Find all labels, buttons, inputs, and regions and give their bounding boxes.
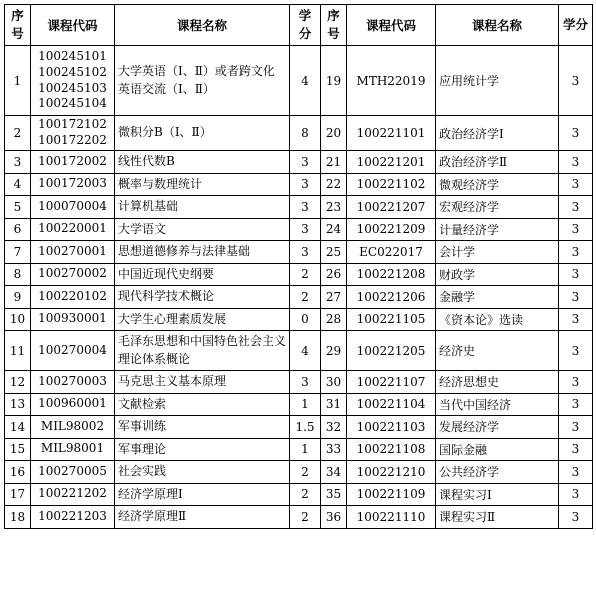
course-name-cell: 《资本论》选读 xyxy=(436,308,559,331)
course-code-cell: 100221209 xyxy=(347,218,436,241)
seq-cell: 31 xyxy=(321,393,347,416)
course-name-cell: 现代科学技术概论 xyxy=(115,286,290,309)
credit-cell: 0 xyxy=(290,308,321,331)
course-code-cell xyxy=(31,331,115,371)
course-name-cell: 毛泽东思想和中国特色社会主义理论体系概论 xyxy=(115,331,290,371)
course-name-cell: 社会实践 xyxy=(115,461,290,484)
table-row xyxy=(5,46,593,116)
table-row xyxy=(5,151,593,174)
course-code: 100270004 xyxy=(38,342,107,357)
course-code: 100245103 xyxy=(38,80,107,95)
course-code-cell: 100221103 xyxy=(347,416,436,439)
table-row xyxy=(5,331,593,371)
course-name-cell: 经济思想史 xyxy=(436,371,559,394)
course-name-cell: 经济学原理Ⅰ xyxy=(115,483,290,506)
header-row xyxy=(5,5,593,46)
course-code-cell: 100221206 xyxy=(347,286,436,309)
course-name-cell: 计算机基础 xyxy=(115,196,290,219)
course-code: MIL98002 xyxy=(40,418,105,433)
course-code-cell: MTH22019 xyxy=(347,46,436,116)
credit-cell: 3 xyxy=(559,506,593,529)
credit-cell: 3 xyxy=(290,218,321,241)
seq-cell: 29 xyxy=(321,331,347,371)
course-name-cell: 公共经济学 xyxy=(436,461,559,484)
credit-cell: 3 xyxy=(559,371,593,394)
course-name-cell: 政治经济学Ⅱ xyxy=(436,151,559,174)
credit-cell: 3 xyxy=(559,286,593,309)
course-code-cell xyxy=(31,173,115,196)
course-code-cell: 100221104 xyxy=(347,393,436,416)
seq-cell: 16 xyxy=(5,461,31,484)
credit-cell: 3 xyxy=(559,438,593,461)
credit-cell: 4 xyxy=(290,331,321,371)
course-code-cell xyxy=(31,371,115,394)
course-code-cell: 100221205 xyxy=(347,331,436,371)
course-code-cell xyxy=(31,116,115,151)
course-name-cell: 军事训练 xyxy=(115,416,290,439)
credit-cell: 3 xyxy=(559,393,593,416)
credit-cell: 3 xyxy=(290,196,321,219)
course-name-cell: 当代中国经济 xyxy=(436,393,559,416)
seq-cell: 34 xyxy=(321,461,347,484)
course-code-cell: 100221105 xyxy=(347,308,436,331)
credit-cell: 2 xyxy=(290,286,321,309)
course-name-cell: 财政学 xyxy=(436,263,559,286)
credit-cell: 2 xyxy=(290,461,321,484)
table-row xyxy=(5,196,593,219)
table-row xyxy=(5,438,593,461)
credit-cell: 3 xyxy=(559,483,593,506)
course-name-cell: 应用统计学 xyxy=(436,46,559,116)
credit-cell: 1 xyxy=(290,393,321,416)
seq-cell: 21 xyxy=(321,151,347,174)
table-row xyxy=(5,241,593,264)
table-row xyxy=(5,286,593,309)
seq-cell: 14 xyxy=(5,416,31,439)
course-code: 100070004 xyxy=(38,198,107,213)
course-code-cell: 100221207 xyxy=(347,196,436,219)
course-name-cell: 计量经济学 xyxy=(436,218,559,241)
header-name-left: 课程名称 xyxy=(115,5,290,46)
course-code-cell: 100221102 xyxy=(347,173,436,196)
table-row xyxy=(5,506,593,529)
course-code: 100245104 xyxy=(38,96,107,111)
course-code: 100270005 xyxy=(38,463,107,478)
seq-cell: 25 xyxy=(321,241,347,264)
credit-cell: 8 xyxy=(290,116,321,151)
course-name-cell: 中国近现代史纲要 xyxy=(115,263,290,286)
credit-cell: 3 xyxy=(559,173,593,196)
course-code-cell xyxy=(31,416,115,439)
course-code-cell xyxy=(31,393,115,416)
course-code: 100172002 xyxy=(38,153,107,168)
seq-cell: 30 xyxy=(321,371,347,394)
seq-cell: 24 xyxy=(321,218,347,241)
seq-cell: 11 xyxy=(5,331,31,371)
seq-cell: 27 xyxy=(321,286,347,309)
course-code: 100270002 xyxy=(38,266,107,281)
course-code-cell: 100221101 xyxy=(347,116,436,151)
header-credit-right: 学分 xyxy=(559,5,593,46)
course-code-cell xyxy=(31,218,115,241)
course-code-cell xyxy=(31,461,115,484)
course-name-cell: 经济学原理Ⅱ xyxy=(115,506,290,529)
course-code: 100172102 xyxy=(38,117,107,132)
table-row xyxy=(5,308,593,331)
course-code: MIL98001 xyxy=(40,441,105,456)
seq-cell: 4 xyxy=(5,173,31,196)
credit-cell: 3 xyxy=(559,196,593,219)
table-row xyxy=(5,416,593,439)
header-code-right: 课程代码 xyxy=(347,5,436,46)
course-code-cell: 100221210 xyxy=(347,461,436,484)
course-name-cell: 线性代数B xyxy=(115,151,290,174)
credit-cell: 3 xyxy=(290,241,321,264)
seq-cell: 18 xyxy=(5,506,31,529)
course-name-cell: 马克思主义基本原理 xyxy=(115,371,290,394)
course-code: 100245101 xyxy=(38,49,107,64)
credit-cell: 3 xyxy=(559,263,593,286)
seq-cell: 28 xyxy=(321,308,347,331)
course-code: 100172003 xyxy=(38,176,107,191)
course-code-cell xyxy=(31,151,115,174)
seq-cell: 19 xyxy=(321,46,347,116)
course-table-container xyxy=(4,4,593,529)
course-code-cell xyxy=(31,46,115,116)
course-name-cell: 大学英语（Ⅰ、Ⅱ）或者跨文化英语交流（Ⅰ、Ⅱ） xyxy=(115,46,290,116)
course-name-cell: 大学生心理素质发展 xyxy=(115,308,290,331)
course-name-cell: 课程实习Ⅰ xyxy=(436,483,559,506)
credit-cell: 3 xyxy=(559,116,593,151)
course-name-cell: 金融学 xyxy=(436,286,559,309)
seq-cell: 26 xyxy=(321,263,347,286)
course-code: 100221202 xyxy=(38,486,107,501)
seq-cell: 12 xyxy=(5,371,31,394)
course-name-cell: 政治经济学Ⅰ xyxy=(436,116,559,151)
seq-cell: 17 xyxy=(5,483,31,506)
course-code-cell xyxy=(31,506,115,529)
header-seq-left: 序号 xyxy=(5,5,31,46)
credit-cell: 3 xyxy=(559,46,593,116)
course-code-cell: 100221208 xyxy=(347,263,436,286)
table-row xyxy=(5,116,593,151)
header-seq-right: 序号 xyxy=(321,5,347,46)
course-code-cell: 100221201 xyxy=(347,151,436,174)
course-code-cell: EC022017 xyxy=(347,241,436,264)
seq-cell: 8 xyxy=(5,263,31,286)
course-code-cell: 100221109 xyxy=(347,483,436,506)
seq-cell: 33 xyxy=(321,438,347,461)
course-name-cell: 国际金融 xyxy=(436,438,559,461)
course-code-cell xyxy=(31,308,115,331)
course-name-cell: 思想道德修养与法律基础 xyxy=(115,241,290,264)
credit-cell: 3 xyxy=(559,218,593,241)
table-row xyxy=(5,461,593,484)
course-code: 100220001 xyxy=(38,221,107,236)
credit-cell: 2 xyxy=(290,506,321,529)
seq-cell: 35 xyxy=(321,483,347,506)
course-name-cell: 文献检索 xyxy=(115,393,290,416)
course-code-cell: 100221108 xyxy=(347,438,436,461)
course-name-cell: 经济史 xyxy=(436,331,559,371)
course-code: 100960001 xyxy=(38,396,107,411)
credit-cell: 1.5 xyxy=(290,416,321,439)
course-code-cell: 100221107 xyxy=(347,371,436,394)
seq-cell: 10 xyxy=(5,308,31,331)
course-code: 100930001 xyxy=(38,311,107,326)
header-credit-left: 学分 xyxy=(290,5,321,46)
credit-cell: 1 xyxy=(290,438,321,461)
course-name-cell: 大学语文 xyxy=(115,218,290,241)
seq-cell: 32 xyxy=(321,416,347,439)
course-code: 100270003 xyxy=(38,373,107,388)
credit-cell: 3 xyxy=(559,331,593,371)
credit-cell: 3 xyxy=(559,461,593,484)
seq-cell: 2 xyxy=(5,116,31,151)
course-table xyxy=(4,4,593,529)
seq-cell: 5 xyxy=(5,196,31,219)
credit-cell: 2 xyxy=(290,263,321,286)
credit-cell: 3 xyxy=(559,151,593,174)
course-name-cell: 概率与数理统计 xyxy=(115,173,290,196)
course-name-cell: 会计学 xyxy=(436,241,559,264)
seq-cell: 23 xyxy=(321,196,347,219)
credit-cell: 3 xyxy=(290,151,321,174)
credit-cell: 3 xyxy=(559,241,593,264)
seq-cell: 13 xyxy=(5,393,31,416)
course-name-cell: 微观经济学 xyxy=(436,173,559,196)
seq-cell: 15 xyxy=(5,438,31,461)
course-name-cell: 发展经济学 xyxy=(436,416,559,439)
seq-cell: 3 xyxy=(5,151,31,174)
credit-cell: 3 xyxy=(290,173,321,196)
course-code-cell: 100221110 xyxy=(347,506,436,529)
header-name-right: 课程名称 xyxy=(436,5,559,46)
course-name-cell: 军事理论 xyxy=(115,438,290,461)
header-code-left: 课程代码 xyxy=(31,5,115,46)
course-code-cell xyxy=(31,438,115,461)
table-row xyxy=(5,173,593,196)
table-row xyxy=(5,263,593,286)
seq-cell: 36 xyxy=(321,506,347,529)
course-code-cell xyxy=(31,483,115,506)
seq-cell: 20 xyxy=(321,116,347,151)
credit-cell: 2 xyxy=(290,483,321,506)
table-row xyxy=(5,371,593,394)
course-code: 100172202 xyxy=(38,133,107,147)
credit-cell: 3 xyxy=(290,371,321,394)
table-row xyxy=(5,393,593,416)
seq-cell: 22 xyxy=(321,173,347,196)
seq-cell: 1 xyxy=(5,46,31,116)
course-code: 100270001 xyxy=(38,243,107,258)
course-code: 100220102 xyxy=(38,288,107,303)
course-code-cell xyxy=(31,196,115,219)
seq-cell: 9 xyxy=(5,286,31,309)
seq-cell: 7 xyxy=(5,241,31,264)
course-name-cell: 宏观经济学 xyxy=(436,196,559,219)
table-row xyxy=(5,218,593,241)
course-code-cell xyxy=(31,241,115,264)
course-name-cell: 课程实习Ⅱ xyxy=(436,506,559,529)
table-row xyxy=(5,483,593,506)
table-body xyxy=(5,46,593,529)
course-code: 100245102 xyxy=(38,64,107,79)
seq-cell: 6 xyxy=(5,218,31,241)
credit-cell: 4 xyxy=(290,46,321,116)
course-code: 100221203 xyxy=(38,508,107,523)
course-code-cell xyxy=(31,286,115,309)
credit-cell: 3 xyxy=(559,416,593,439)
course-code-cell xyxy=(31,263,115,286)
course-name-cell: 微积分B（Ⅰ、Ⅱ） xyxy=(115,116,290,151)
credit-cell: 3 xyxy=(559,308,593,331)
